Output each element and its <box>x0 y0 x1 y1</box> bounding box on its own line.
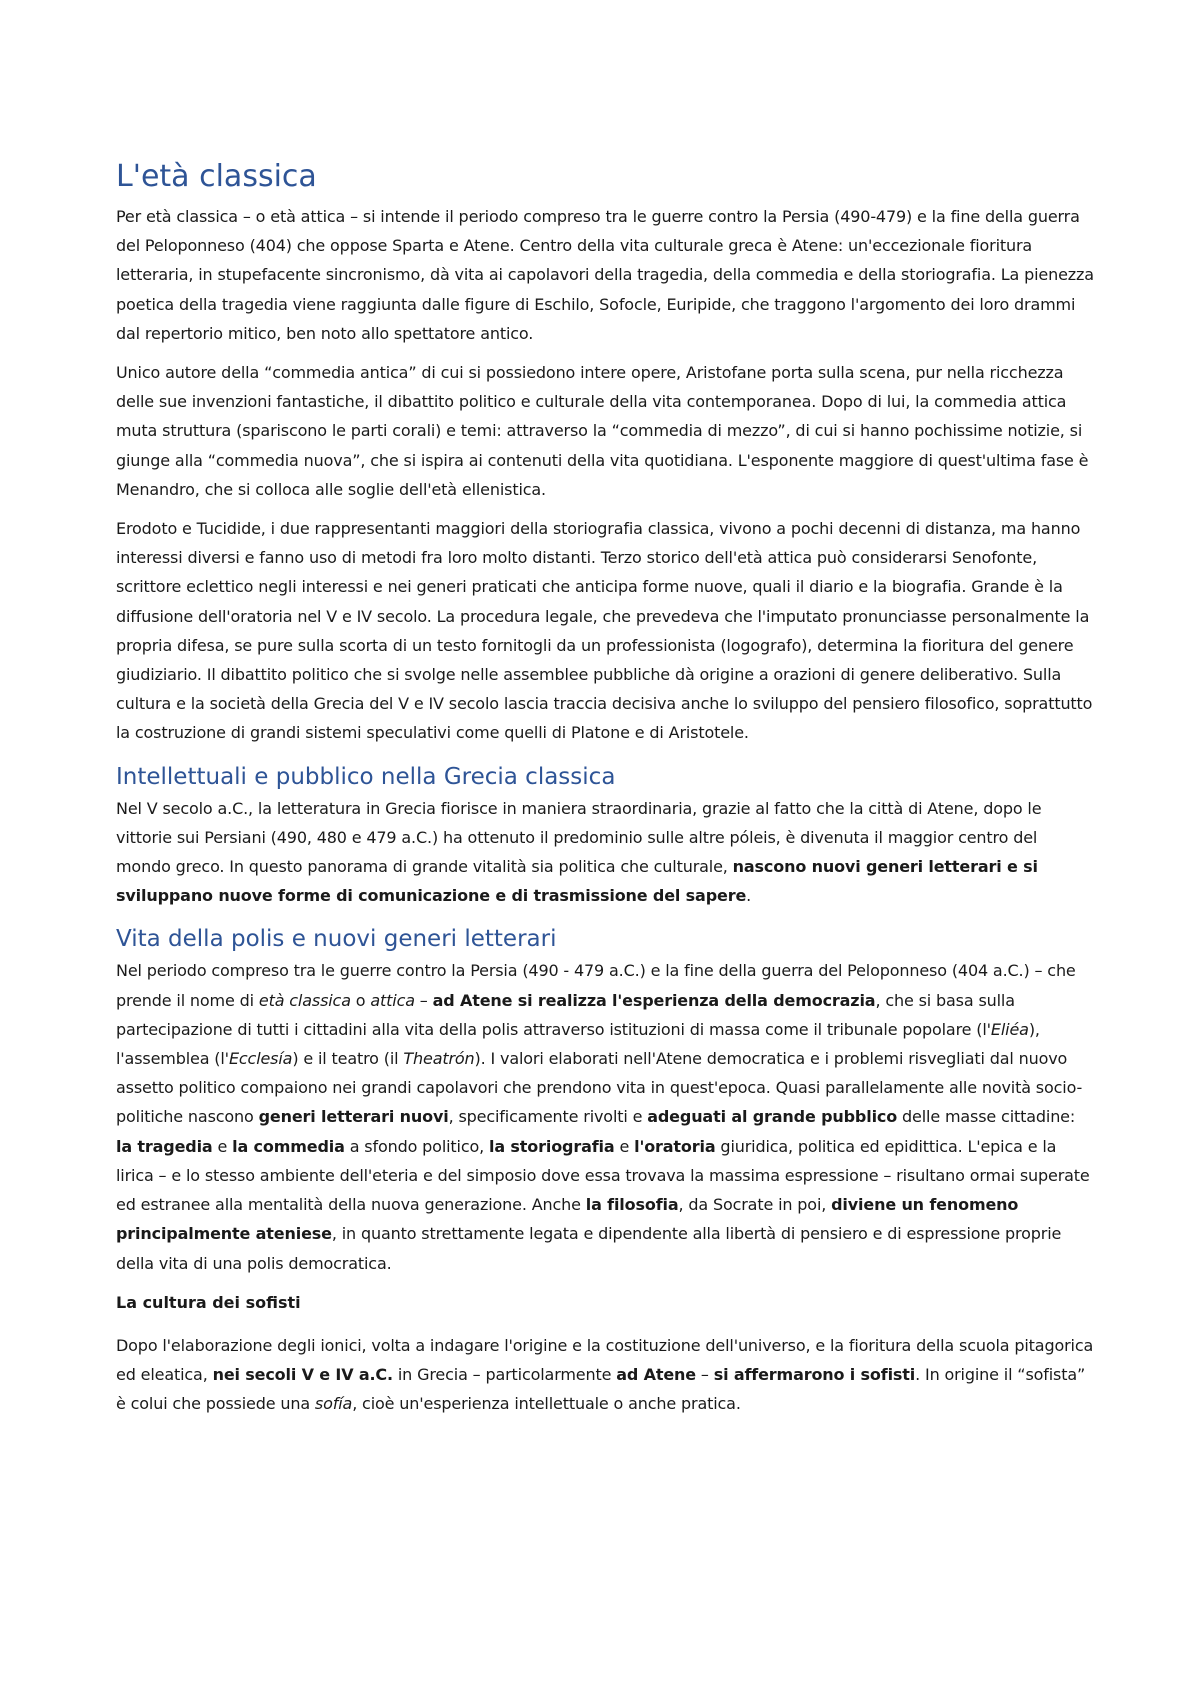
italic-run: sofía <box>314 1394 353 1414</box>
text-run: , da Socrate in poi, <box>678 1195 832 1215</box>
text-run: Nel periodo compreso tra le guerre contro la Persia (490 - 479 a.C.) e la fine della guerra del Peloponneso (404 a.C.) – che prende il nome di <box>116 961 1076 1010</box>
italic-run: età classica <box>258 990 351 1010</box>
italic-run: Theatrón <box>403 1049 475 1069</box>
italic-run: Eliéa <box>990 1019 1029 1039</box>
text-run: , cioè un'esperienza intellettuale o anche pratica. <box>352 1394 741 1414</box>
heading-intellectuals: Intellettuali e pubblico nella Grecia classica <box>116 763 616 790</box>
paragraph-intro: Per età classica – o età attica – si intende il periodo compreso tra le guerre contro la Persia (490-479) e la fine della guerra del Peloponneso (404) che oppose Sparta e Atene. Centro della vita culturale greca è Atene: un'eccezionale fioritura letteraria, in stupefacente sincronismo, dà vita ai capolavori della tragedia, della commedia e della storiografia. La pienezza poetica della tragedia viene raggiunta dalle figure di Eschilo, Sofocle, Euripide, che traggono l'argomento dei loro drammi dal repertorio mitico, ben noto allo spettatore antico. <box>116 207 1094 343</box>
bold-run: l'oratoria <box>634 1136 716 1156</box>
paragraph-historiography: Erodoto e Tucidide, i due rappresentanti maggiori della storiografia classica, vivono a pochi decenni di distanza, ma hanno interessi diversi e fanno uso di metodi fra loro molto distanti. Terzo storico dell'età attica può considerarsi Senofonte, scrittore eclettico negli interessi e nei generi praticati che anticipa forme nuove, quali il diario e la biografia. Grande è la diffusione dell'oratoria nel V e IV secolo. La procedura legale, che prevedeva che l'imputato pronunciasse personalmente la propria difesa, se pure sulla scorta di un testo fornitogli da un professionista (logografo), determina la fioritura del genere giudiziario. Il dibattito politico che si svolge nelle assemblee pubbliche dà origine a orazioni di genere deliberativo. Sulla cultura e la società della Grecia del V e IV secolo lascia traccia decisiva anche lo sviluppo del pensiero filosofico, soprattutto la costruzione di grandi sistemi speculativi come quelli di Platone e di Aristotele. <box>116 519 1093 743</box>
text-run: – <box>695 1364 714 1384</box>
text-run: , che si basa sulla partecipazione di tutti i cittadini alla vita della polis attraverso istituzioni di massa come il tribunale popolare (l' <box>116 990 1015 1039</box>
text-run: , specificamente rivolti e <box>448 1107 648 1127</box>
bold-run: nascono nuovi generi letterari e si sviluppano nuove forme di comunicazione e di trasmissione del sapere <box>116 857 1038 906</box>
paragraph-intellectuals <box>116 794 1096 911</box>
bold-run: si affermarono i sofisti <box>713 1364 916 1384</box>
text-run: ). I valori elaborati nell'Atene democratica e i problemi risvegliati dal nuovo assetto politico compaiono nei grandi capolavori che prendono vita in quest'epoca. Quasi parallelamente alle novità socio-politiche nascono <box>116 1049 1083 1127</box>
paragraph-polis <box>116 956 1096 1277</box>
text-run: giuridica, politica ed epidittica. L'epica e la lirica – e lo stesso ambiente dell'eteria e del simposio dove essa trovava la massima espressione – risultano ormai superate ed estranee alla mentalità della nuova generazione. Anche <box>116 1136 1090 1215</box>
text-run: e <box>614 1136 635 1156</box>
text-run: Dopo l'elaborazione degli ionici, volta a indagare l'origine e la costituzione dell'universo, e la fioritura della scuola pitagorica ed eleatica, <box>116 1335 1094 1384</box>
text-run: o <box>350 990 371 1010</box>
bold-run: ad Atene <box>616 1364 696 1384</box>
text-run: ) e il teatro (il <box>292 1049 404 1069</box>
text-run: in Grecia – particolarmente <box>392 1364 617 1384</box>
italic-run: Ecclesía <box>228 1049 293 1069</box>
text-run: delle masse cittadine: <box>897 1107 1076 1127</box>
heading-sophists: La cultura dei sofisti <box>116 1292 301 1312</box>
bold-run: la commedia <box>232 1136 345 1156</box>
italic-run: attica <box>370 990 415 1010</box>
bold-run: diviene un fenomeno principalmente ateniese <box>116 1195 1019 1244</box>
heading-polis: Vita della polis e nuovi generi letterari <box>116 926 557 953</box>
bold-run: adeguati al grande pubblico <box>647 1107 898 1127</box>
page-title: L'età classica <box>116 159 317 194</box>
paragraph-sophists <box>116 1331 1096 1419</box>
text-run: ), l'assemblea (l' <box>116 1019 1040 1069</box>
bold-run: nei secoli V e IV a.C. <box>212 1364 393 1384</box>
bold-run: la tragedia <box>116 1136 213 1156</box>
bold-run: la filosofia <box>585 1195 679 1215</box>
bold-run: ad Atene si realizza l'esperienza della democrazia <box>432 990 876 1010</box>
text-run: . <box>746 886 752 906</box>
text-run: , in quanto strettamente legata e dipendente alla libertà di pensiero e di espressione proprie della vita di una polis democratica. <box>116 1224 1062 1273</box>
bold-run: generi letterari nuovi <box>258 1107 449 1127</box>
text-run: e <box>212 1136 233 1156</box>
bold-run: la storiografia <box>489 1136 615 1156</box>
text-run: – <box>414 990 433 1010</box>
text-run: . In origine il “sofista” è colui che possiede una <box>116 1364 1086 1414</box>
text-run: Nel V secolo a.C., la letteratura in Grecia fiorisce in maniera straordinaria, grazie al fatto che la città di Atene, dopo le vittorie sui Persiani (490, 480 e 479 a.C.) ha ottenuto il predominio sulle altre póleis, è divenuta il maggior centro del mondo greco. In questo panorama di grande vitalità sia politica che culturale, <box>116 798 1042 877</box>
text-run: a sfondo politico, <box>344 1136 489 1156</box>
document-page <box>116 158 1096 1428</box>
paragraph-comedy: Unico autore della “commedia antica” di cui si possiedono intere opere, Aristofane porta sulla scena, pur nella ricchezza delle sue invenzioni fantastiche, il dibattito politico e culturale della vita contemporanea. Dopo di lui, la commedia attica muta struttura (spariscono le parti corali) e temi: attraverso la “commedia di mezzo”, di cui si hanno pochissime notizie, si giunge alla “commedia nuova”, che si ispira ai contenuti della vita quotidiana. L'esponente maggiore di quest'ultima fase è Menandro, che si colloca alle soglie dell'età ellenistica. <box>116 363 1089 499</box>
